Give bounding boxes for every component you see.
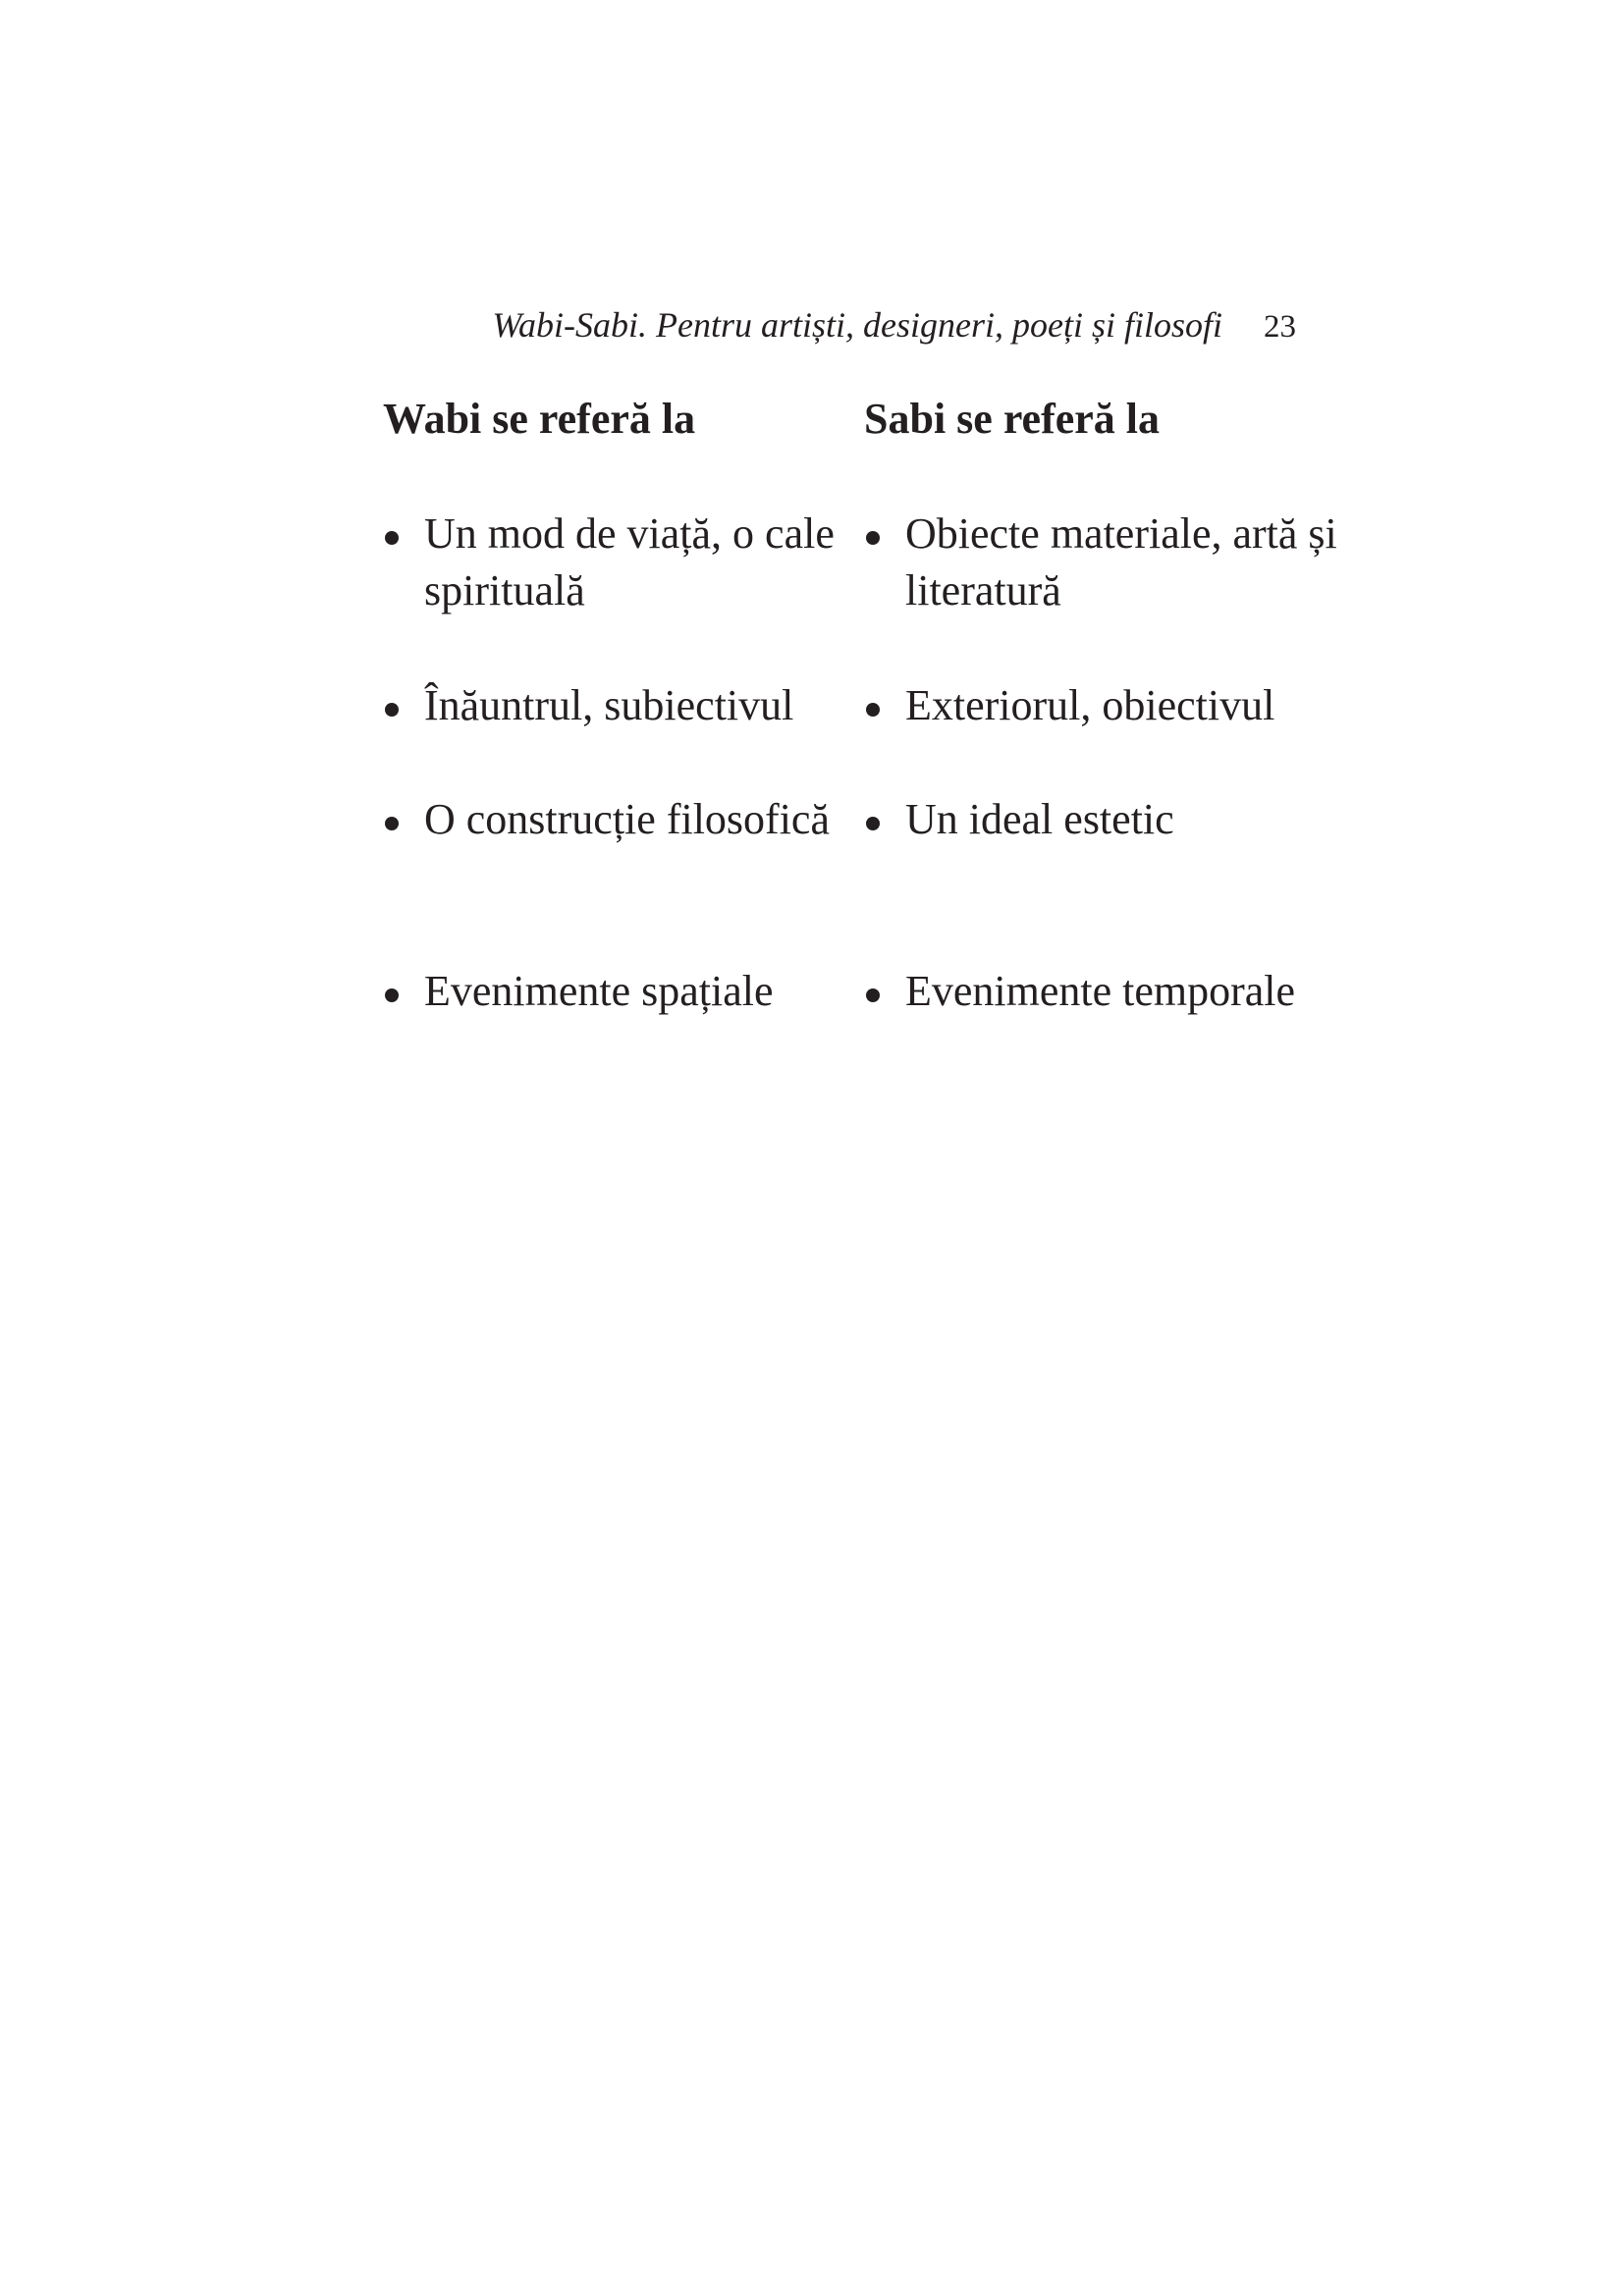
list-item-text: Înăuntrul, subiectivul (424, 681, 794, 729)
list-item (383, 963, 895, 1020)
sabi-column (864, 390, 1337, 1015)
wabi-column (383, 390, 844, 1015)
list-item (864, 506, 1377, 619)
list-item (383, 677, 895, 734)
bullet-icon (385, 703, 399, 717)
list-item-text: Evenimente temporale (905, 967, 1296, 1015)
bullet-icon (866, 988, 880, 1002)
running-header (383, 300, 1296, 349)
list-item (383, 791, 895, 848)
running-title: Wabi-Sabi. Pentru artiști, designeri, poeți și filosofi (492, 305, 1222, 345)
bullet-icon (385, 988, 399, 1002)
bullet-icon (866, 531, 880, 545)
list-item-text: O construcție filosofică (424, 795, 830, 843)
wabi-heading: Wabi se referă la (383, 395, 696, 443)
list-item (864, 791, 1377, 848)
list-item-text: Evenimente spațiale (424, 967, 774, 1015)
bullet-icon (866, 703, 880, 717)
bullet-icon (866, 817, 880, 830)
page-number: 23 (1264, 309, 1296, 345)
list-item-text: Un ideal estetic (905, 795, 1174, 843)
list-item (383, 506, 895, 619)
list-item-text: Un mod de viață, o cale spirituală (424, 509, 835, 614)
bullet-icon (385, 531, 399, 545)
list-item-text: Exteriorul, obiectivul (905, 681, 1275, 729)
list-item (864, 963, 1377, 1020)
sabi-heading: Sabi se referă la (864, 395, 1161, 443)
list-item-text: Obiecte materiale, artă și literatură (905, 509, 1337, 614)
bullet-icon (385, 817, 399, 830)
list-item (864, 677, 1377, 734)
